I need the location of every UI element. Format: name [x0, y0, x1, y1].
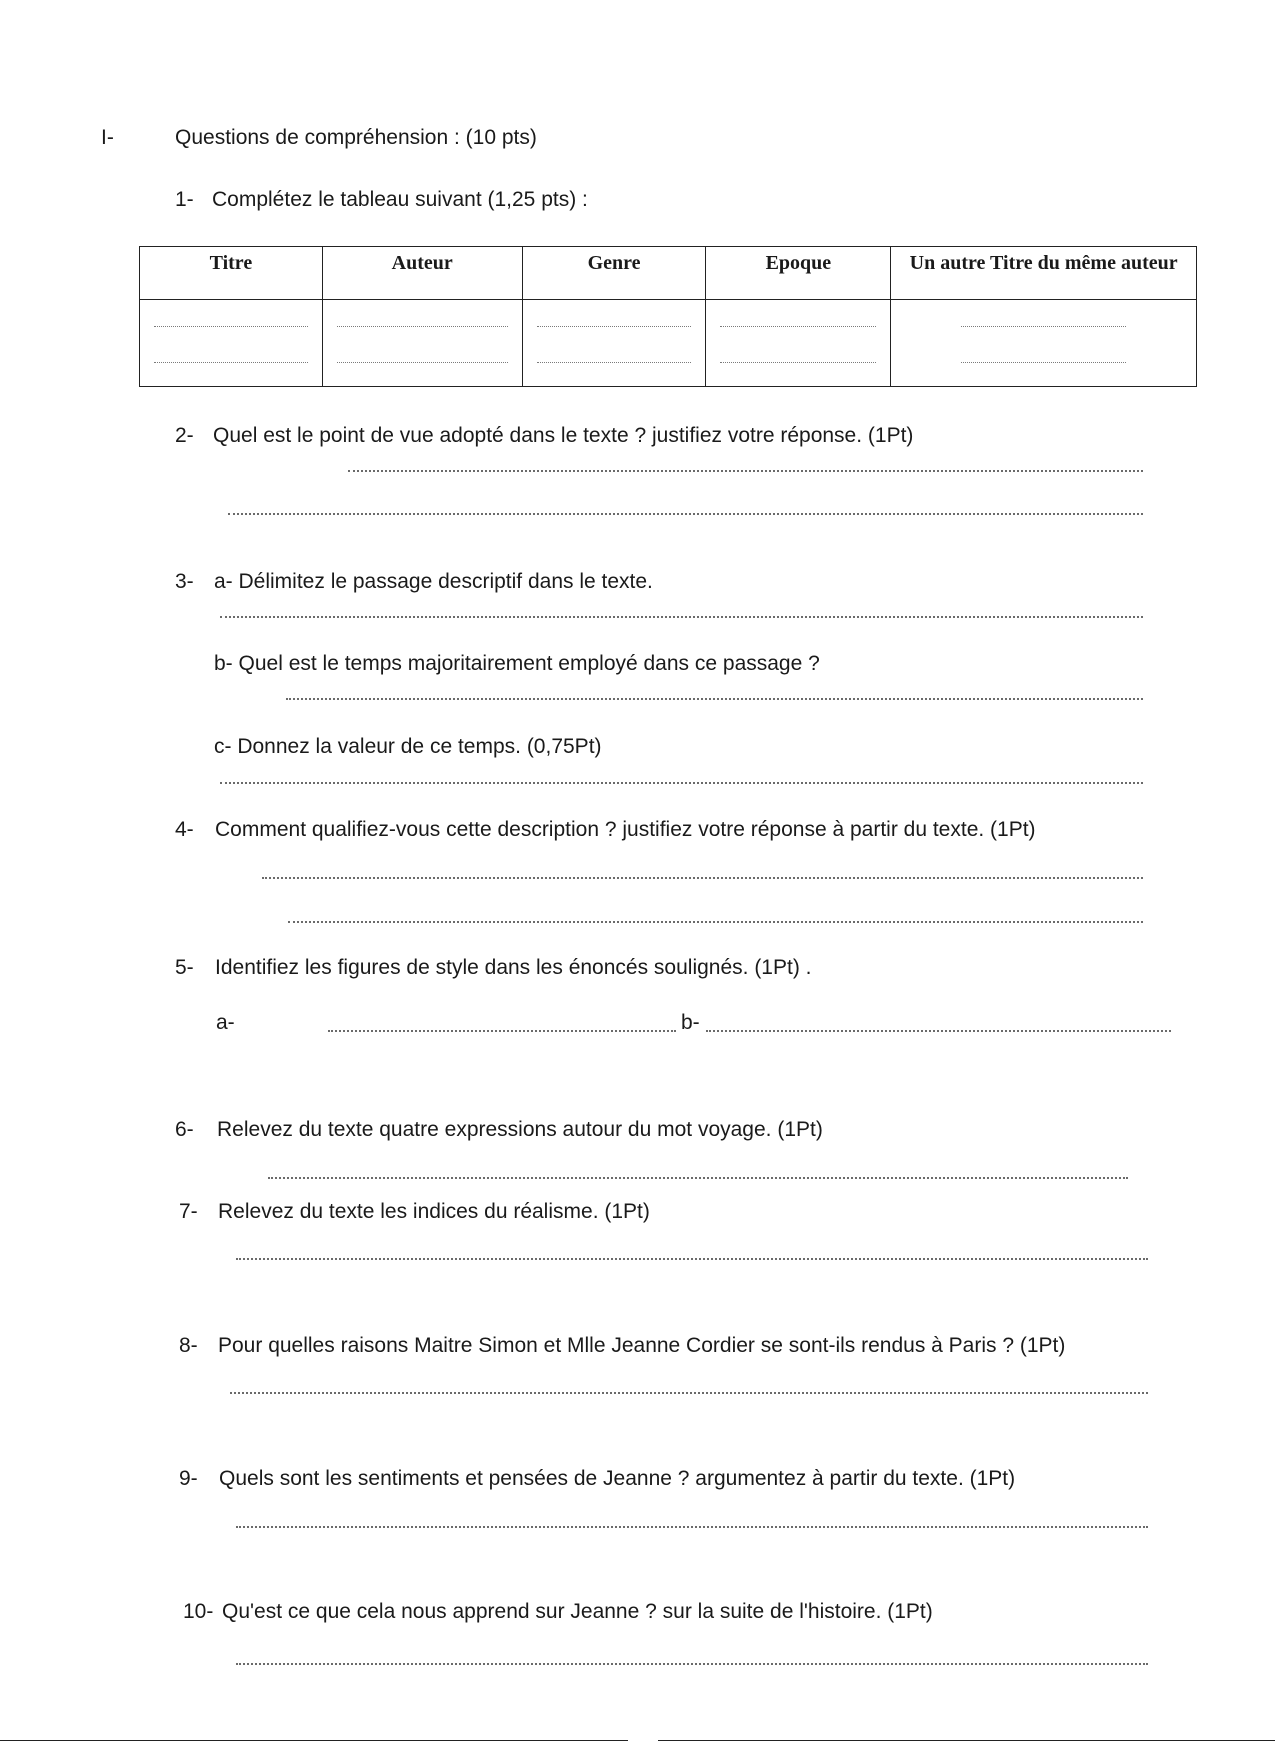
- answer-cell-auteur[interactable]: [322, 300, 522, 387]
- q9-text: Quels sont les sentiments et pensées de Jeanne ? argumentez à partir du texte. (1Pt): [219, 1467, 1016, 1490]
- q5-b-label: b-: [681, 1011, 700, 1034]
- q7-answer-line[interactable]: [236, 1258, 1148, 1260]
- q7-text: Relevez du texte les indices du réalisme. (1Pt): [218, 1200, 650, 1223]
- q5-a-label: a-: [216, 1011, 235, 1034]
- answer-cell-epoque[interactable]: [706, 300, 891, 387]
- table-answer-row: [140, 300, 1197, 387]
- header-auteur: Auteur: [322, 247, 522, 300]
- q1-text: Complétez le tableau suivant (1,25 pts) :: [212, 188, 588, 211]
- q7-number: 7-: [179, 1200, 198, 1223]
- answer-line: [961, 362, 1126, 363]
- q9-answer-line[interactable]: [236, 1526, 1148, 1528]
- answer-cell-titre[interactable]: [140, 300, 323, 387]
- q6-number: 6-: [175, 1118, 194, 1141]
- q5-text: Identifiez les figures de style dans les énoncés soulignés. (1Pt) .: [215, 956, 812, 979]
- table-header-row: [140, 247, 1197, 300]
- answer-line: [337, 362, 508, 363]
- q8-answer-line[interactable]: [230, 1392, 1148, 1394]
- q10-number: 10-: [183, 1600, 214, 1623]
- q3a-text: a- Délimitez le passage descriptif dans le texte.: [214, 570, 653, 593]
- q9-number: 9-: [179, 1467, 198, 1490]
- section-number: I-: [101, 126, 114, 149]
- footer-rule-left: [0, 1740, 628, 1741]
- answer-line: [961, 326, 1126, 327]
- answer-line: [154, 362, 308, 363]
- answer-line: [337, 326, 508, 327]
- q10-text: Qu'est ce que cela nous apprend sur Jeanne ? sur la suite de l'histoire. (1Pt): [222, 1600, 933, 1623]
- q4-text: Comment qualifiez-vous cette description ? justifiez votre réponse à partir du texte. (1Pt): [215, 818, 1036, 841]
- q4-number: 4-: [175, 818, 194, 841]
- footer-rule-right: [658, 1740, 1275, 1741]
- q3b-text: b- Quel est le temps majoritairement employé dans ce passage ?: [214, 652, 820, 675]
- answer-table: [139, 246, 1197, 387]
- q5-number: 5-: [175, 956, 194, 979]
- q5-b-answer-line[interactable]: [706, 1030, 1171, 1032]
- answer-line: [720, 362, 876, 363]
- q4-answer-line-2[interactable]: [288, 921, 1143, 923]
- q6-text: Relevez du texte quatre expressions autour du mot voyage. (1Pt): [217, 1118, 823, 1141]
- answer-line: [154, 326, 308, 327]
- q10-answer-line[interactable]: [236, 1663, 1148, 1665]
- q2-answer-line-2[interactable]: [228, 513, 1143, 515]
- q6-answer-line[interactable]: [268, 1177, 1128, 1179]
- answer-line: [537, 362, 692, 363]
- header-epoque: Epoque: [706, 247, 891, 300]
- q3c-answer-line[interactable]: [220, 782, 1143, 784]
- q1-number: 1-: [175, 188, 194, 211]
- q2-text: Quel est le point de vue adopté dans le texte ? justifiez votre réponse. (1Pt): [213, 424, 914, 447]
- answer-cell-genre[interactable]: [522, 300, 706, 387]
- q5-a-answer-line[interactable]: [328, 1030, 676, 1032]
- header-titre: Titre: [140, 247, 323, 300]
- q3c-text: c- Donnez la valeur de ce temps. (0,75Pt): [214, 735, 602, 758]
- answer-line: [537, 326, 692, 327]
- answer-cell-autre-titre[interactable]: [891, 300, 1197, 387]
- q3b-answer-line[interactable]: [286, 698, 1143, 700]
- q8-number: 8-: [179, 1334, 198, 1357]
- q2-number: 2-: [175, 424, 194, 447]
- q3a-answer-line[interactable]: [220, 616, 1143, 618]
- section-title: Questions de compréhension : (10 pts): [175, 126, 537, 149]
- header-genre: Genre: [522, 247, 706, 300]
- q2-answer-line-1[interactable]: [348, 470, 1143, 472]
- q3-number: 3-: [175, 570, 194, 593]
- q8-text: Pour quelles raisons Maitre Simon et Mlle Jeanne Cordier se sont-ils rendus à Paris ? (1Pt): [218, 1334, 1066, 1357]
- q4-answer-line-1[interactable]: [262, 877, 1143, 879]
- answer-line: [720, 326, 876, 327]
- header-autre-titre: Un autre Titre du même auteur: [891, 247, 1197, 300]
